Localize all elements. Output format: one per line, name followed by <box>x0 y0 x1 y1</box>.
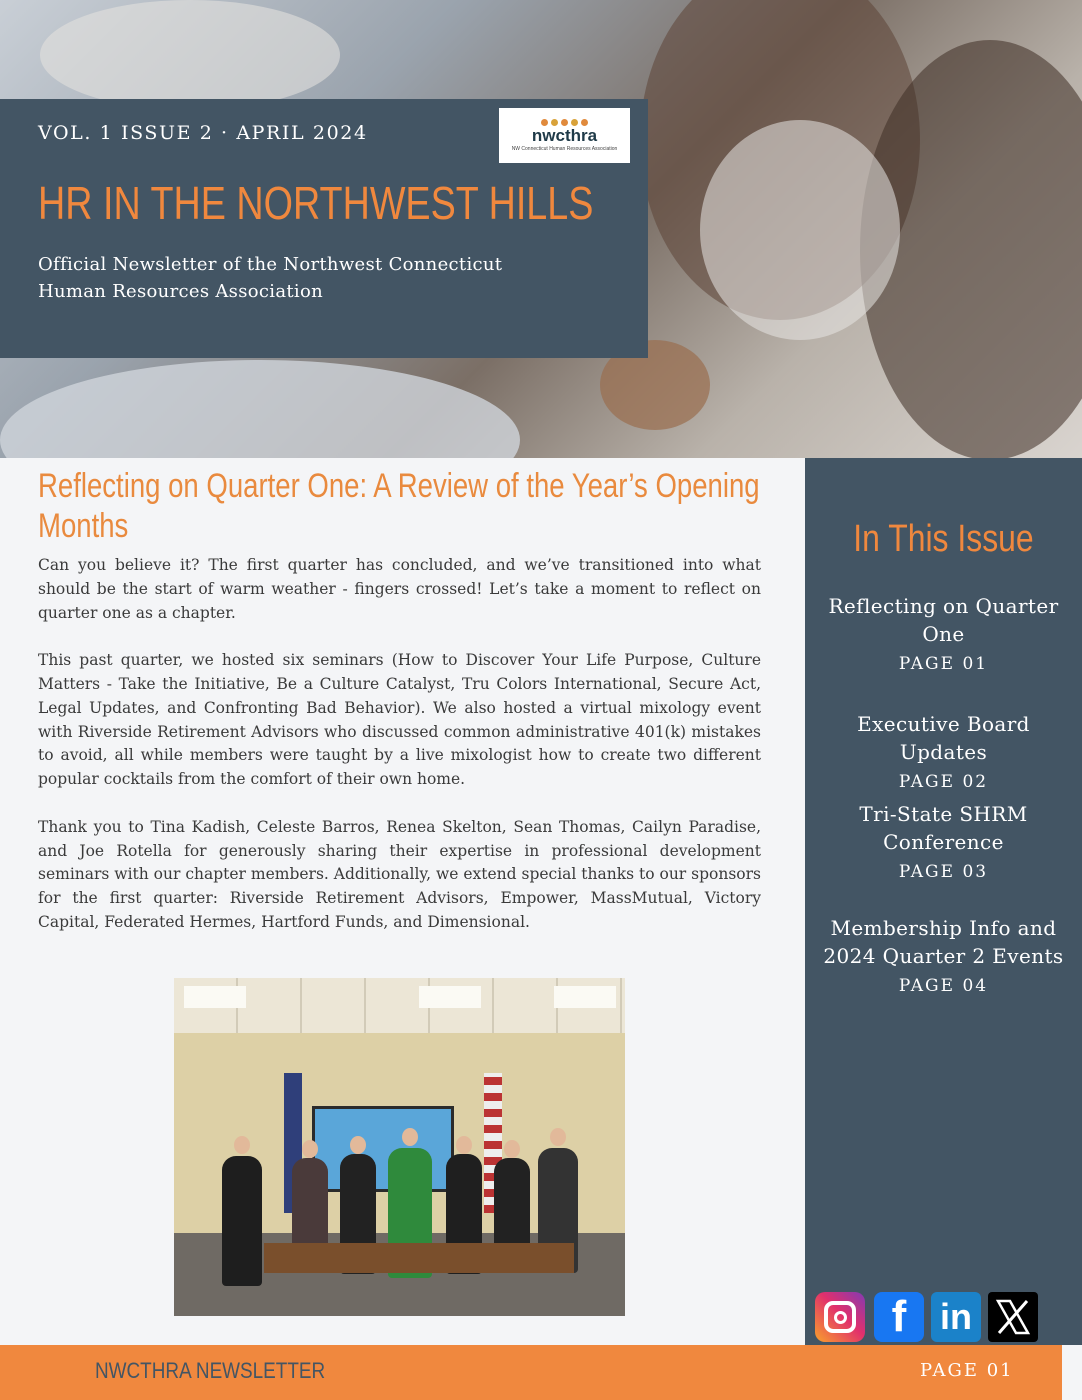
facebook-icon[interactable]: f <box>874 1292 924 1342</box>
toc-item-page: PAGE 01 <box>898 654 989 674</box>
toc-item-page: PAGE 04 <box>898 976 989 996</box>
x-icon[interactable] <box>988 1292 1038 1342</box>
toc-item-page: PAGE 03 <box>898 862 989 882</box>
article-paragraph: This past quarter, we hosted six seminars (How to Discover Your Life Purpose, Culture Matters - Take the Initiative, Be a Culture Catalyst, Tru Colors International, Secure Act, Legal Updates, and Confronting Bad Behavior). We also hosted a virtual mixology event with Riverside Retirement Advisors who discussed common administrative 401(k) mistakes to avoid, all while members were taught by a live mixologist how to create two different popular cocktails from the comfort of their own home. <box>38 651 761 789</box>
nwcthra-logo: nwcthra NW Connecticut Human Resources Association <box>499 108 630 163</box>
article-paragraph: Thank you to Tina Kadish, Celeste Barros, Renea Skelton, Sean Thomas, Cailyn Paradise, and Joe Rotella for generously sharing their expertise in professional development seminars with our chapter members. Additionally, we extend special thanks to our sponsors for the first quarter: Riverside Retirement Advisors, Empower, MassMutual, Victory Capital, Federated Hermes, Hartford Funds, and Dimensional. <box>38 817 761 931</box>
linkedin-icon[interactable]: in <box>931 1292 981 1342</box>
seminar-group-photo <box>174 978 625 1316</box>
footer-newsletter-label: NWCTHRA NEWSLETTER <box>95 1358 326 1383</box>
article-body <box>38 554 761 959</box>
toc-item[interactable] <box>805 914 1082 996</box>
toc-item-label: Membership Info and 2024 Quarter 2 Events <box>823 916 1064 968</box>
issue-info: VOL. 1 ISSUE 2 · APRIL 2024 <box>38 122 368 144</box>
toc-title: In This Issue <box>853 518 1034 560</box>
toc-item[interactable] <box>805 800 1082 882</box>
toc-item[interactable] <box>805 592 1082 674</box>
footer-page-number: PAGE 01 <box>920 1360 1014 1381</box>
toc-item-label: Reflecting on Quarter One <box>828 594 1059 646</box>
toc-item-label: Tri-State SHRM Conference <box>859 802 1028 854</box>
instagram-icon[interactable] <box>815 1292 865 1342</box>
article-headline: Reflecting on Quarter One: A Review of the Year’s Opening Months <box>38 467 760 545</box>
newsletter-title: HR IN THE NORTHWEST HILLS <box>38 177 594 229</box>
article-paragraph: Can you believe it? The first quarter has concluded, and we’ve transitioned into what should be the start of warm weather - fingers crossed! Let’s take a moment to reflect on quarter one as a chapter. <box>38 556 761 622</box>
toc-item-label: Executive Board Updates <box>857 712 1030 764</box>
toc-item-page: PAGE 02 <box>898 772 989 792</box>
toc-item[interactable] <box>805 710 1082 792</box>
newsletter-subtitle: Official Newsletter of the Northwest Connecticut Human Resources Association <box>38 254 503 302</box>
logo-people-icon <box>541 119 588 126</box>
